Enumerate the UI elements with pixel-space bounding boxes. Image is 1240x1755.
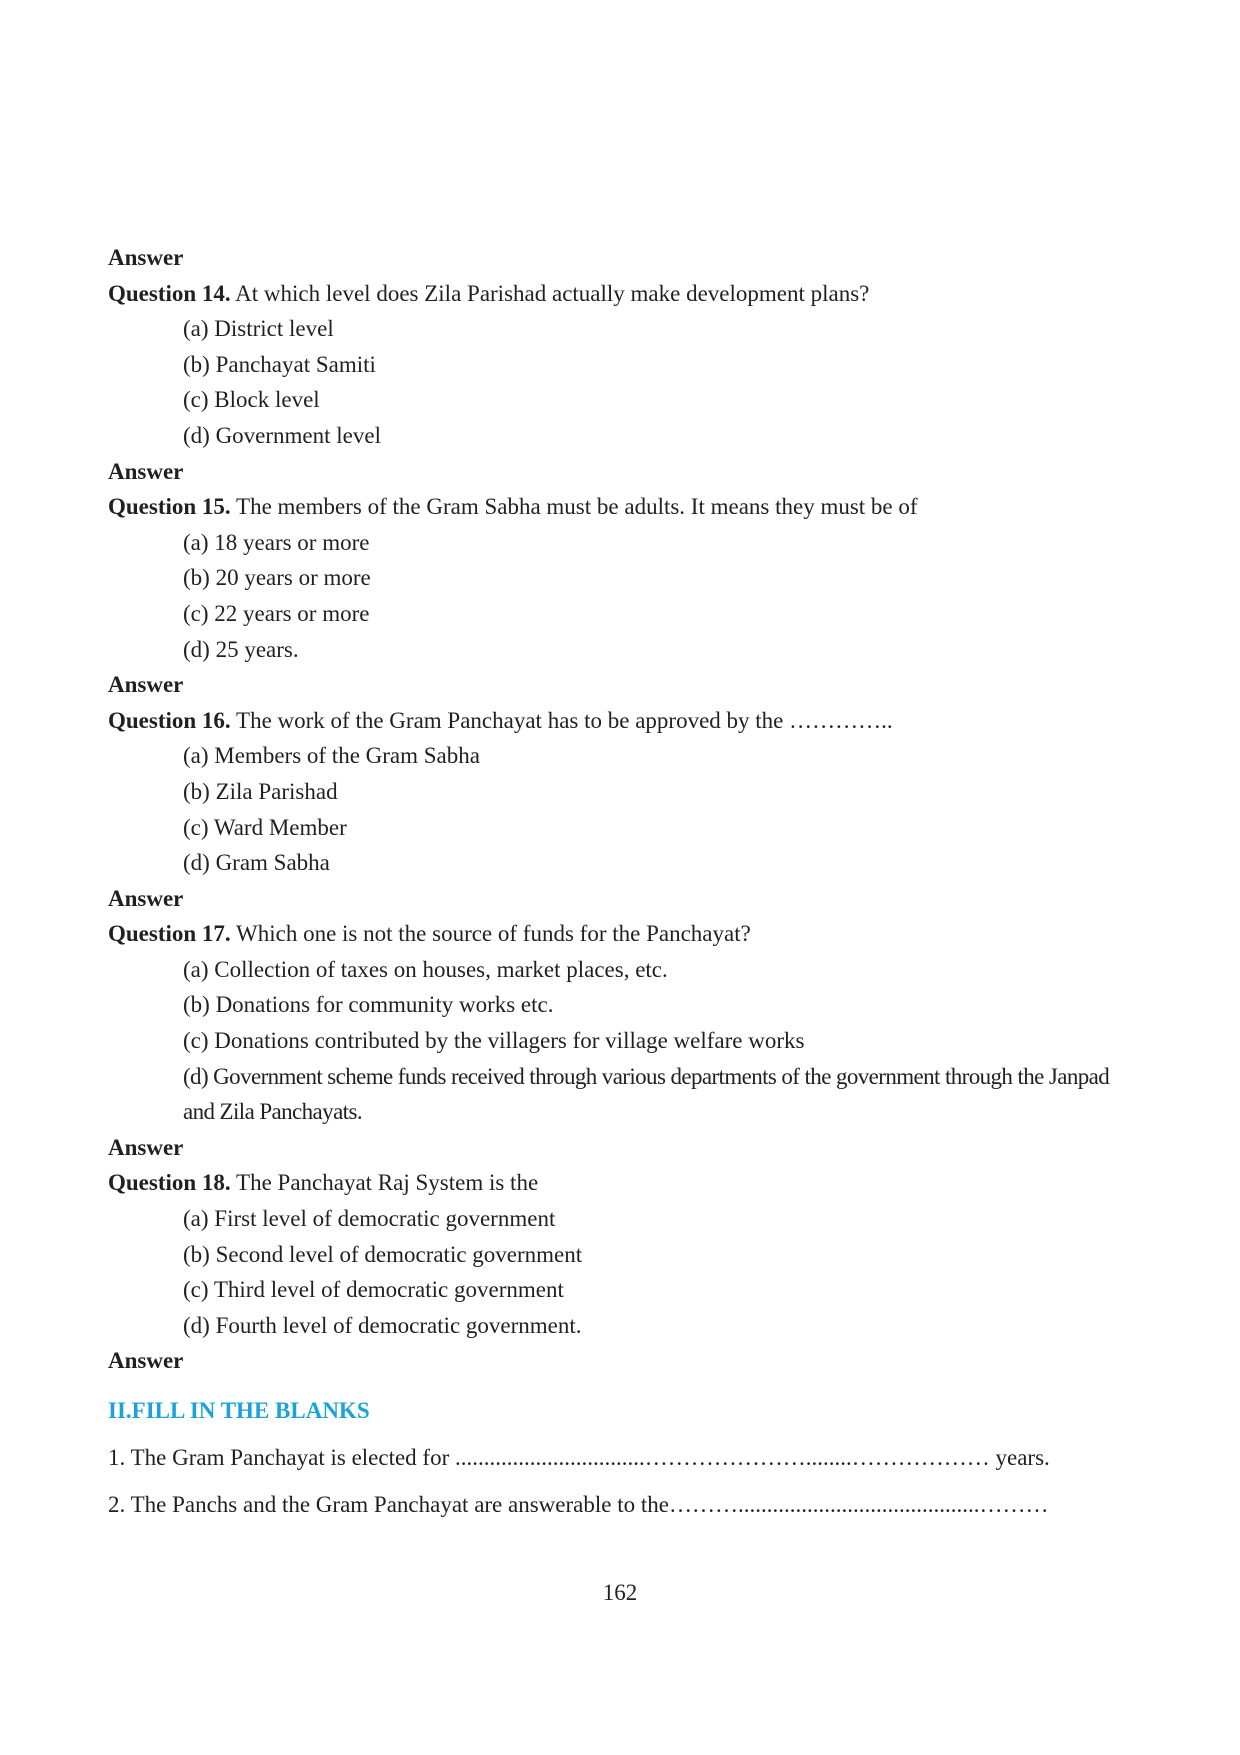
- question-18: [108, 1165, 1118, 1201]
- question-text: The Panchayat Raj System is the: [230, 1170, 539, 1196]
- option: (a) Members of the Gram Sabha: [183, 743, 480, 769]
- option: (b) Donations for community works etc.: [183, 992, 554, 1018]
- option: (c) 22 years or more: [183, 600, 370, 626]
- question-text: The members of the Gram Sabha must be adults. It means they must be of: [230, 494, 918, 520]
- option: (c) Ward Member: [183, 814, 347, 840]
- option: (a) District level: [183, 316, 334, 342]
- fill-in-blank-item: 2. The Panchs and the Gram Panchayat are answerable to the………..........................................………: [108, 1492, 1049, 1517]
- question-16: [108, 703, 1118, 739]
- answer-label: Answer: [108, 1134, 184, 1160]
- option: (c) Donations contributed by the villagers for village welfare works: [183, 1028, 805, 1054]
- question-14: [108, 276, 1118, 312]
- option: (d) Gram Sabha: [183, 850, 330, 876]
- answer-label: Answer: [108, 458, 184, 484]
- option: (b) Zila Parishad: [183, 778, 338, 804]
- question-label: Question 17.: [108, 921, 231, 947]
- question-15: [108, 489, 1118, 525]
- question-label: Question 14.: [108, 280, 231, 306]
- option: (a) Collection of taxes on houses, market places, etc.: [183, 956, 668, 982]
- option: (d) Government scheme funds received through various departments of the government through the Janpad and Zila Panchayats.: [183, 1063, 1110, 1125]
- option: (c) Block level: [183, 387, 320, 413]
- fill-in-blank-item: 1. The Gram Panchayat is elected for .................................…………………........……………… years.: [108, 1445, 1050, 1470]
- option: (d) Government level: [183, 422, 381, 448]
- option: (b) 20 years or more: [183, 565, 371, 591]
- question-text: At which level does Zila Parishad actually make development plans?: [230, 280, 870, 306]
- question-label: Question 15.: [108, 494, 231, 520]
- question-text: The work of the Gram Panchayat has to be approved by the …………..: [230, 707, 893, 733]
- answer-label: Answer: [108, 672, 184, 698]
- option: (a) 18 years or more: [183, 529, 370, 555]
- question-17: [108, 916, 1118, 952]
- question-label: Question 18.: [108, 1170, 231, 1196]
- answer-label: Answer: [108, 245, 184, 270]
- option: (b) Second level of democratic government: [183, 1241, 583, 1267]
- option: (d) Fourth level of democratic government.: [183, 1312, 582, 1338]
- option: (a) First level of democratic government: [183, 1206, 556, 1232]
- section-heading: II.FILL IN THE BLANKS: [108, 1398, 370, 1423]
- option: (d) 25 years.: [183, 636, 299, 662]
- question-text: Which one is not the source of funds for the Panchayat?: [230, 921, 751, 947]
- option: (b) Panchayat Samiti: [183, 351, 376, 377]
- option: (c) Third level of democratic government: [183, 1277, 564, 1303]
- question-label: Question 16.: [108, 707, 231, 733]
- answer-label: Answer: [108, 1348, 184, 1374]
- page-number: 162: [602, 1580, 638, 1605]
- document-body: [108, 240, 1118, 1534]
- answer-label: Answer: [108, 885, 184, 911]
